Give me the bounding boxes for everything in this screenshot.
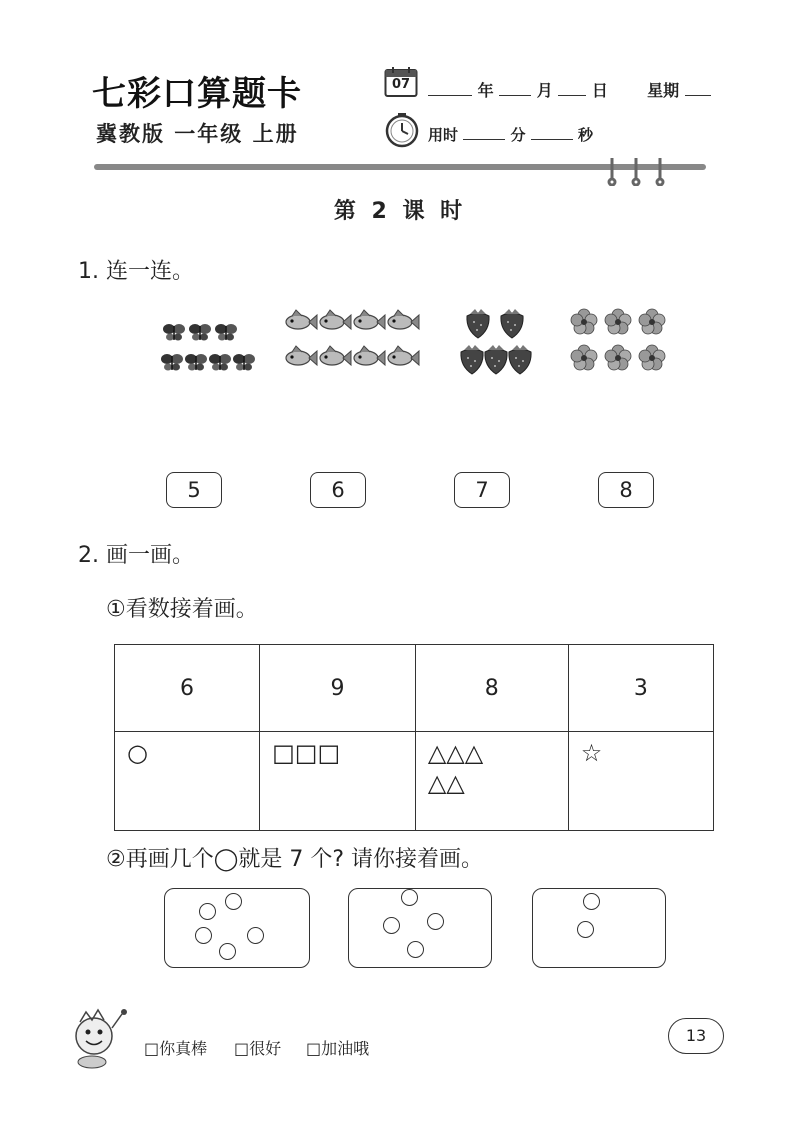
time-minute-label: 分 [510,126,526,144]
circle-icon [225,893,242,910]
time-line [428,124,593,145]
circle-icon [401,889,418,906]
circle-icon [427,913,444,930]
date-day-label: 日 [591,81,608,100]
clock-icon [384,112,420,152]
circle-icon [195,927,212,944]
page-number: 13 [668,1018,724,1054]
rating-keep-going[interactable]: □加油哦 [306,1039,370,1058]
brand-subtitle: 冀教版 一年级 上册 [96,122,299,146]
time-second-label: 秒 [577,126,593,144]
drawing-cell-squares[interactable]: □□□ [260,732,416,831]
q1-number-8[interactable]: 8 [598,472,654,508]
drawing-cell-stars[interactable]: ☆ [568,732,713,831]
fish-group [282,304,424,380]
date-year-label: 年 [477,81,494,100]
q1-number-5[interactable]: 5 [166,472,222,508]
circle-icon [577,921,594,938]
rating-great[interactable]: □你真棒 [144,1039,208,1058]
drawing-cell-circles[interactable]: ○ [115,732,260,831]
time-prefix: 用时 [428,126,459,144]
flower-group [566,304,670,382]
mascot-icon [66,1006,136,1076]
q2-part1-title: ①看数接着画。 [106,597,258,622]
circle-icon [247,927,264,944]
q2-title: 2. 画一画。 [78,543,194,568]
q1-number-7[interactable]: 7 [454,472,510,508]
table-header-cell: 8 [415,645,568,732]
circle-frame-1[interactable] [164,888,310,968]
q1-number-6[interactable]: 6 [310,472,366,508]
table-header-cell: 9 [260,645,416,732]
q1-title: 1. 连一连。 [78,259,194,284]
date-month-label: 月 [536,81,553,100]
lesson-title: 第 2 课 时 [333,199,467,224]
binder-rings [604,156,674,190]
brand-title: 七彩口算题卡 [92,74,302,114]
circle-icon [407,941,424,958]
circle-icon [219,943,236,960]
circle-icon [199,903,216,920]
calendar-day: 07 [391,77,411,92]
rating-good[interactable]: □很好 [234,1039,282,1058]
circle-icon [583,893,600,910]
draw-table [114,644,714,831]
circle-frame-3[interactable] [532,888,666,968]
date-line [428,78,711,101]
butterfly-group [160,318,260,384]
table-header-cell: 6 [115,645,260,732]
circle-icon [383,917,400,934]
strawberry-group [458,302,538,384]
drawing-cell-triangles[interactable]: △△△ △△ [415,732,568,831]
calendar-icon [384,66,418,98]
date-weekday-label: 星期 [647,81,680,100]
q2-part2-title: ②再画几个◯就是 7 个? 请你接着画。 [106,847,483,872]
table-header-cell: 3 [568,645,713,732]
circle-frame-2[interactable] [348,888,492,968]
